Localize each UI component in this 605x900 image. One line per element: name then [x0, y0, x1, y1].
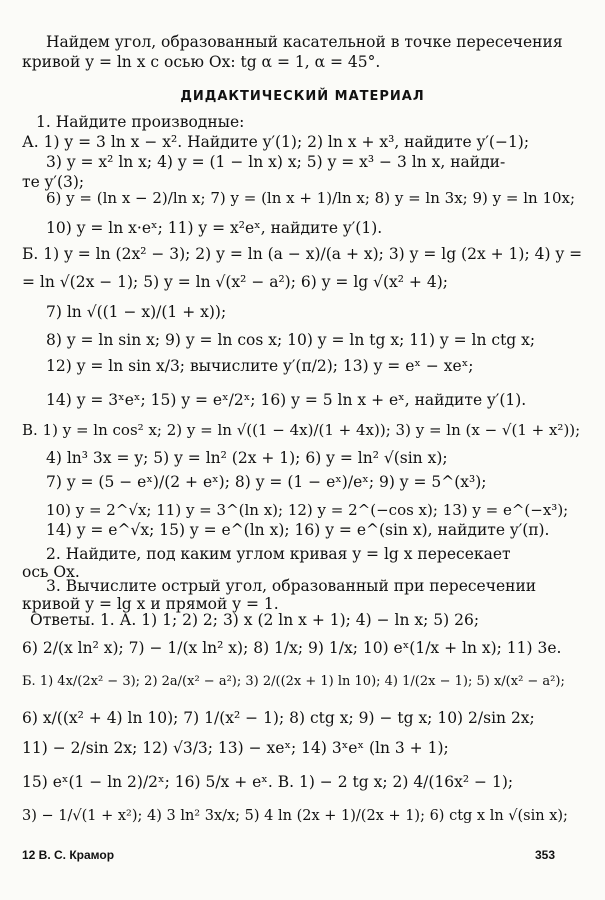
- answers-line-5: 11) − 2/sin 2x; 12) √3/3; 13) − xeˣ; 14) 3ˣeˣ (ln 3 + 1);: [22, 739, 449, 757]
- section-heading: ДИДАКТИЧЕСКИЙ МАТЕРИАЛ: [180, 89, 425, 104]
- task-a-line-5: 10) y = ln x·eˣ; 11) y = x²eˣ, найдите y′(1).: [46, 219, 383, 237]
- task-a-line-4: 6) y = (ln x − 2)/ln x; 7) y = (ln x + 1)/ln x; 8) y = ln 3x; 9) y = ln 10x;: [46, 189, 576, 207]
- task-1-title: 1. Найдите производные:: [36, 113, 245, 131]
- page-footer: [22, 848, 585, 862]
- task-v-line-1: В. 1) y = ln cos² x; 2) y = ln √((1 − 4x)/(1 + 4x)); 3) y = ln (x − √(1 + x²));: [22, 421, 581, 439]
- intro-line-1: Найдем угол, образованный касательной в точке пересечения: [46, 33, 563, 51]
- task-a-line-2: 3) y = x² ln x; 4) y = (1 − ln x) x; 5) y = x³ − 3 ln x, найди-: [46, 153, 506, 171]
- task-b-line-2: = ln √(2x − 1); 5) y = ln √(x² − a²); 6) y = lg √(x² + 4);: [22, 273, 448, 291]
- task-b-line-5: 12) y = ln sin x/3; вычислите y′(π/2); 13) y = eˣ − xeˣ;: [46, 357, 474, 375]
- answers-line-7: 3) − 1/√(1 + x²); 4) 3 ln² 3x/x; 5) 4 ln (2x + 1)/(2x + 1); 6) ctg x ln √(sin x);: [22, 808, 568, 824]
- task-v-line-4: 10) y = 2^√x; 11) y = 3^(ln x); 12) y = 2^(−cos x); 13) y = e^(−x³);: [46, 501, 569, 519]
- task-a-line-3: те y′(3);: [22, 173, 85, 191]
- answers-line-3: Б. 1) 4x/(2x² − 3); 2) 2a/(x² − a²); 3) 2/((2x + 1) ln 10); 4) 1/(2x − 1); 5) x/(x² − a²);: [22, 674, 565, 689]
- task-b-line-4: 8) y = ln sin x; 9) y = ln cos x; 10) y = ln tg x; 11) y = ln ctg x;: [46, 331, 536, 349]
- answers-line-6: 15) eˣ(1 − ln 2)/2ˣ; 16) 5/x + eˣ. В. 1) − 2 tg x; 2) 4/(16x² − 1);: [22, 773, 514, 791]
- task-b-line-6: 14) y = 3ˣeˣ; 15) y = eˣ/2ˣ; 16) y = 5 ln x + eˣ, найдите y′(1).: [46, 391, 527, 409]
- task-2-line-1: 2. Найдите, под каким углом кривая y = lg x пересекает: [46, 545, 511, 563]
- task-a-line-1: А. 1) y = 3 ln x − x². Найдите y′(1); 2) ln x + x³, найдите y′(−1);: [22, 133, 530, 151]
- task-b-line-1: Б. 1) y = ln (2x² − 3); 2) y = ln (a − x)/(a + x); 3) y = lg (2x + 1); 4) y =: [22, 245, 583, 263]
- task-v-line-2: 4) ln³ 3x = y; 5) y = ln² (2x + 1); 6) y = ln² √(sin x);: [46, 449, 448, 467]
- footer-left: 12 В. С. Крамор: [22, 848, 115, 862]
- page-number: 353: [534, 848, 555, 862]
- answers-line-2: 6) 2/(x ln² x); 7) − 1/(x ln² x); 8) 1/x; 9) 1/x; 10) eˣ(1/x + ln x); 11) 3e.: [22, 639, 562, 657]
- task-b-line-3: 7) ln √((1 − x)/(1 + x));: [46, 303, 227, 321]
- task-v-line-3: 7) y = (5 − eˣ)/(2 + eˣ); 8) y = (1 − eˣ)/eˣ; 9) y = 5^(x³);: [46, 473, 487, 491]
- answers-line-4: 6) x/((x² + 4) ln 10); 7) 1/(x² − 1); 8) ctg x; 9) − tg x; 10) 2/sin 2x;: [22, 709, 535, 727]
- task-3-line-1: 3. Вычислите острый угол, образованный при пересечении: [46, 577, 537, 595]
- task-2-line-2: ось Ox.: [22, 563, 80, 581]
- task-v-line-5: 14) y = e^√x; 15) y = e^(ln x); 16) y = e^(sin x), найдите y′(π).: [46, 521, 550, 539]
- task-3-line-2: кривой y = lg x и прямой y = 1.: [22, 595, 279, 613]
- answers-line-1: Ответы. 1. А. 1) 1; 2) 2; 3) x (2 ln x + 1); 4) − ln x; 5) 26;: [30, 611, 480, 629]
- intro-line-2: кривой y = ln x с осью Ox: tg α = 1, α = 45°.: [22, 53, 381, 71]
